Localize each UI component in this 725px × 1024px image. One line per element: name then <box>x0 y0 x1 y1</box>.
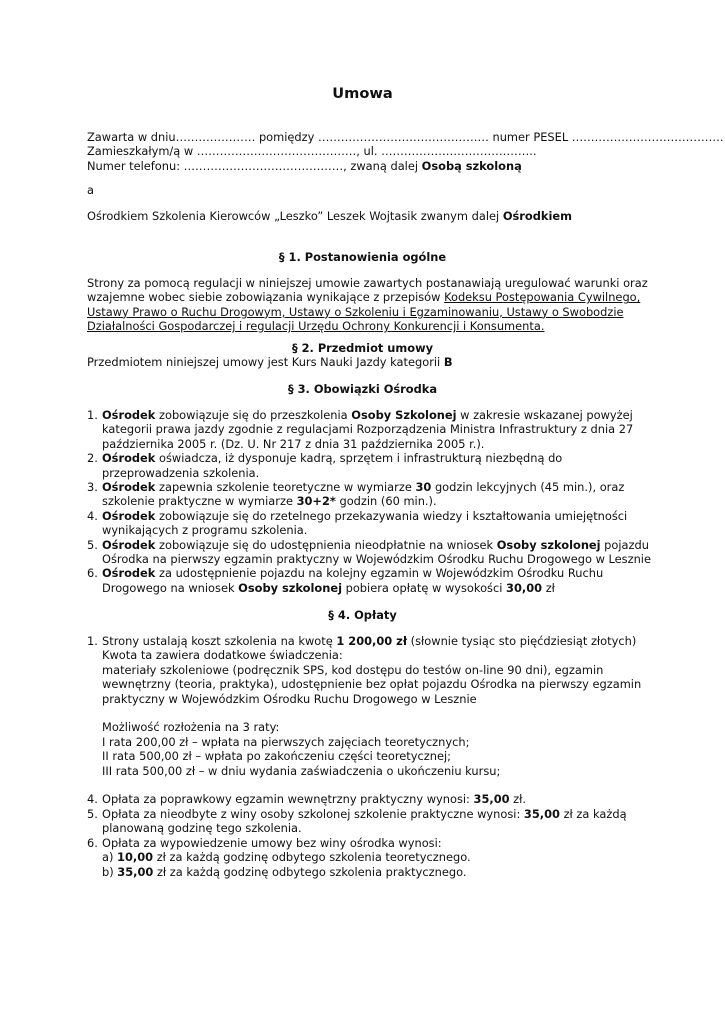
list-item: 6. Ośrodek za udostępnienie pojazdu na kolejny egzamin w Wojewódzkim Ośrodku Ruchu Drogowego na wniosek Osoby szkolonej pobiera opłatę w wysokości 30,00 zł <box>87 566 604 595</box>
section-3-heading: § 3. Obowiązki Ośrodka <box>287 382 438 396</box>
list-item: 6. Opłata za wypowiedzenie umowy bez winy ośrodka wynosi: a) 10,00 zł za każdą godzinę odbytego szkolenia teoretycznego. b) 35,00 zł za każdą godzinę odbytego szkolenia praktycznego. <box>87 835 471 879</box>
installment-1: I rata 200,00 zł – wpłata na pierwszych zajęciach teoretycznych; <box>102 734 470 749</box>
legal-reference-link: Kodeksu Postępowania Cywilnego, <box>444 290 641 305</box>
list-item: 1. Strony ustalają koszt szkolenia na kwotę 1 200,00 zł (słownie tysiąc sto pięćdziesiąt złotych) Kwota ta zawiera dodatkowe świadczenia: materiały szkoleniowe (podręcznik SPS, kod dostępu do testów on-line 90 dni), egzamin wewnętrzny (teoria, praktyka), udostępnienie bez opłat pojazdu Ośrodka na pierwszy egzamin praktyczny w Wojewódzkim Ośrodku Ruchu Drogowego w Lesznie Możliwość rozłożenia na 3 raty: I rata 200,00 zł – wpłata na pierwszych zajęciach teoretycznych; II rata 500,00 zł – wpłata po zakończeniu części teoretycznej; III rata 500,00 zł – w dniu wydania zaświadczenia o ukończeniu kursu; <box>87 634 647 792</box>
list-item: 3. Ośrodek zapewnia szkolenie teoretyczne w wymiarze 30 godzin lekcyjnych (45 min.), oraz szkolenie praktyczne w wymiarze 30+2* godzin (60 min.). <box>87 480 625 509</box>
section-1-body: Strony za pomocą regulacji w niniejszej umowie zawartych postanawiają uregulować warunki oraz wzajemne wobec siebie zobowiązania wynikające z przepisów Kodeksu Postępowania Cywilnego, Ustawy Prawo o Ruchu Drogowym, Ustawy o Szkoleniu i Egzaminowaniu, Ustawy o Swobodzie Działalności Gospodarczej i regulacji Urzędu Ochrony Konkurencji i Konsumenta. <box>87 276 648 334</box>
section-2-heading: § 2. Przedmiot umowy <box>291 341 434 355</box>
installment-3: III rata 500,00 zł – w dniu wydania zaświadczenia o ukończeniu kursu; <box>102 763 501 778</box>
contract-header <box>87 130 724 173</box>
list-item: 1. Ośrodek zobowiązuje się do przeszkolenia Osoby Szkolonej w zakresie wskazanej powyżej kategorii prawa jazdy zgodnie z regulacjami Rozporządzenia Ministra Infrastruktury z dnia 27 października 2005 r. (Dz. U. Nr 217 z dnia 31 października 2005 r.). <box>87 408 634 451</box>
section-1-heading: § 1. Postanowienia ogólne <box>278 250 447 264</box>
header-phone-line: Numer telefonu: ……………………………………, zwaną dalej Osobą szkoloną <box>87 158 522 173</box>
header-date-line: Zawarta w dniu………………… pomiędzy ……………………………………… numer PESEL …………………………………. <box>87 130 724 144</box>
list-item: 5. Ośrodek zobowiązuje się do udostępnienia nieodpłatnie na wniosek Osoby szkolonej pojazdu Ośrodka na pierwszy egzamin praktyczny w Wojewódzkim Ośrodku Ruchu Drogowego w Lesznie <box>87 537 651 567</box>
installment-2: II rata 500,00 zł – wpłata po zakończeniu części teoretycznej; <box>102 749 451 764</box>
section-4-heading: § 4. Opłaty <box>328 608 397 622</box>
section-3-list <box>87 408 651 595</box>
conjunction-a: a <box>87 183 94 197</box>
party-line: Ośrodkiem Szkolenia Kierowców „Leszko” Leszek Wojtasik zwanym dalej Ośrodkiem <box>87 209 572 223</box>
section-4-list <box>87 634 647 879</box>
list-item: 2. Ośrodek oświadcza, iż dysponuje kadrą, sprzętem i infrastrukturą niezbędną do przeprowadzenia szkolenia. <box>87 451 563 480</box>
header-address-line: Zamieszkałym/ą w ……………………………………, ul. ………………………………….. <box>87 144 537 159</box>
section-2-body: Przedmiotem niniejszej umowy jest Kurs Nauki Jazdy kategorii B <box>87 355 453 369</box>
list-item: 4. Ośrodek zobowiązuje się do rzetelnego przekazywania wiedzy i kształtowania umiejętności wynikających z programu szkolenia. <box>87 508 628 538</box>
list-item: 5. Opłata za nieodbyte z winy osoby szkolonej szkolenie praktyczne wynosi: 35,00 zł za każdą planowaną godzinę tego szkolenia. <box>87 806 627 836</box>
document-title: Umowa <box>332 85 393 102</box>
list-item: 4. Opłata za poprawkowy egzamin wewnętrzny praktyczny wynosi: 35,00 zł. <box>87 792 527 807</box>
